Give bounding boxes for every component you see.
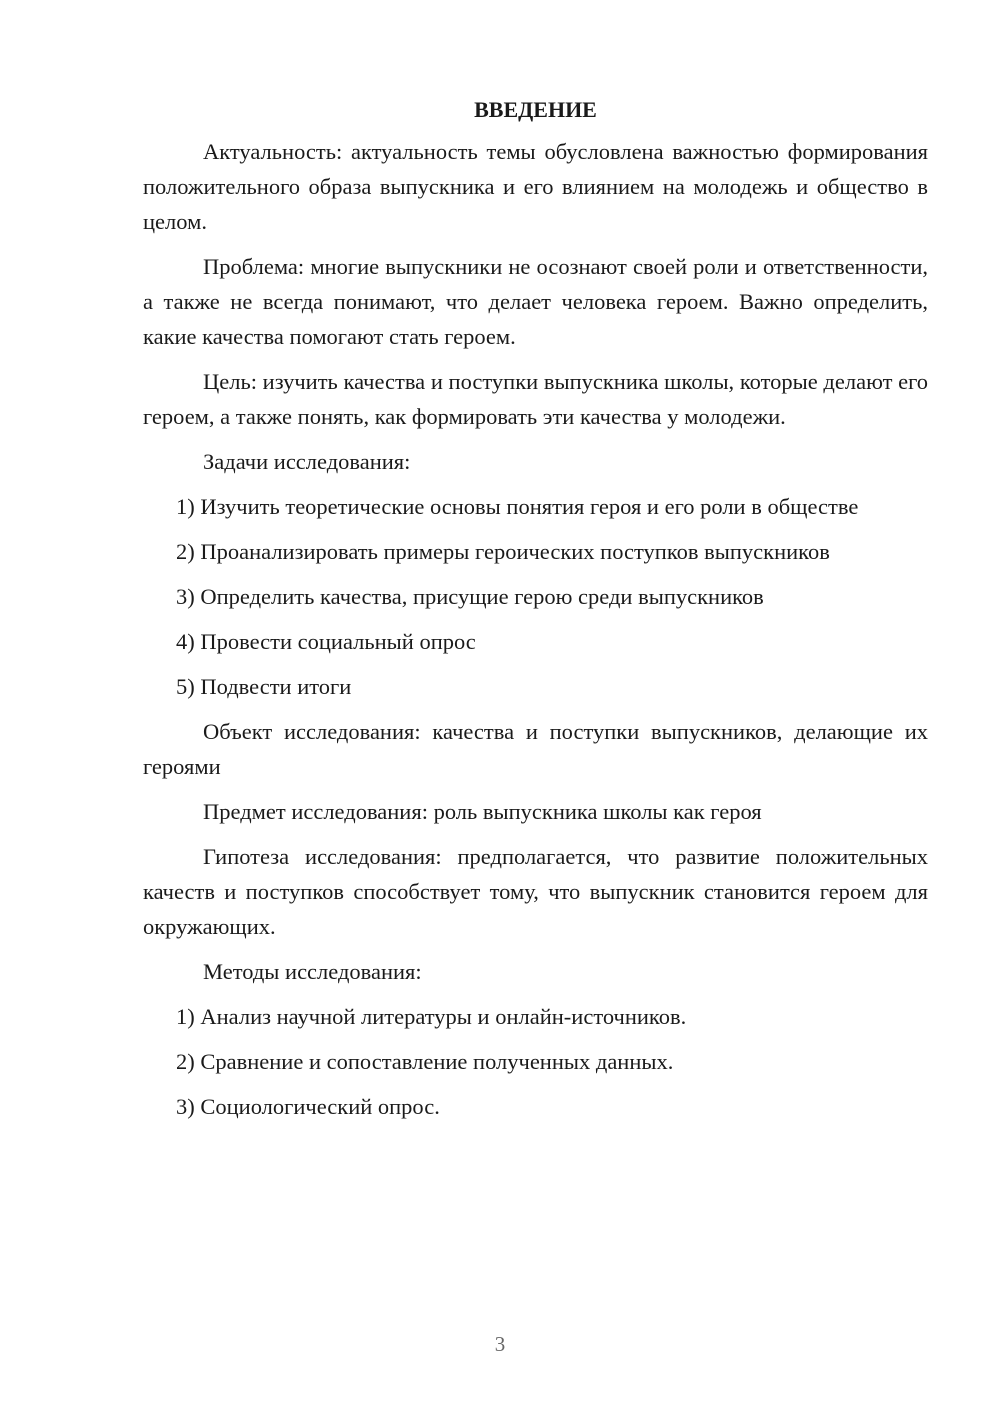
method-item: 2) Сравнение и сопоставление полученных данных.	[176, 1049, 674, 1074]
section-heading: ВВЕДЕНИЕ	[474, 97, 597, 122]
subject-paragraph: Предмет исследования: роль выпускника школы как героя	[203, 799, 762, 824]
task-item: 1) Изучить теоретические основы понятия героя и его роли в обществе	[176, 494, 859, 519]
object-paragraph: Объект исследования: качества и поступки выпускников, делающие их героями	[143, 719, 928, 779]
relevance-paragraph: Актуальность: актуальность темы обусловлена важностью формирования положительного образа выпускника и его влиянием на молодежь и общество в целом.	[143, 139, 928, 234]
task-item: 4) Провести социальный опрос	[176, 629, 476, 654]
method-item: 3) Социологический опрос.	[176, 1094, 440, 1119]
goal-paragraph: Цель: изучить качества и поступки выпускника школы, которые делают его героем, а также понять, как формировать эти качества у молодежи.	[143, 369, 928, 429]
hypothesis-paragraph: Гипотеза исследования: предполагается, что развитие положительных качеств и поступков способствует тому, что выпускник становится героем для окружающих.	[143, 844, 928, 939]
problem-paragraph: Проблема: многие выпускники не осознают своей роли и ответственности, а также не всегда понимают, что делает человека героем. Важно определить, какие качества помогают стать героем.	[143, 254, 928, 349]
page-body	[143, 92, 928, 1134]
task-item: 2) Проанализировать примеры героических поступков выпускников	[176, 539, 830, 564]
task-item: 3) Определить качества, присущие герою среди выпускников	[176, 584, 764, 609]
methods-title: Методы исследования:	[203, 959, 422, 984]
tasks-title: Задачи исследования:	[203, 449, 411, 474]
page-number: 3	[494, 1332, 506, 1356]
task-item: 5) Подвести итоги	[176, 674, 352, 699]
method-item: 1) Анализ научной литературы и онлайн-источников.	[176, 1004, 687, 1029]
